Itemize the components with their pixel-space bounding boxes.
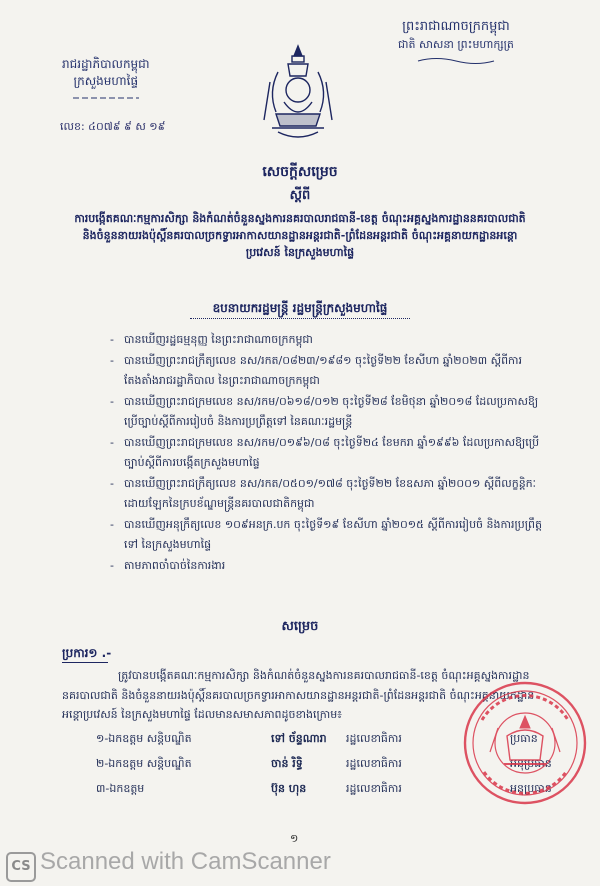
document-type: សេចក្តីសម្រេច — [262, 164, 338, 180]
list-item: - តាមភាពចាំបាច់នៃការងារ — [110, 556, 550, 577]
reference-value: ៤០៧៩ ៩ ស ១៩ — [88, 120, 166, 133]
camscanner-logo: CS — [6, 852, 36, 882]
authority-divider — [190, 318, 410, 319]
member-position: រដ្ឋលេខាធិការ — [346, 757, 402, 770]
national-motto: ជាតិ សាសនា ព្រះមហាក្សត្រ — [398, 38, 514, 51]
kingdom-title: ព្រះរាជាណាចក្រកម្ពុជា — [402, 19, 510, 34]
member-position: រដ្ឋលេខាធិការ — [346, 732, 402, 745]
member-rank: ២-ឯកឧត្តម សន្តិបណ្ឌិត — [96, 757, 192, 770]
document-about: ស្តីពី — [289, 188, 311, 203]
motto-ornament-icon — [416, 56, 496, 66]
member-rank: ១-ឯកឧត្តម សន្តិបណ្ឌិត — [96, 732, 192, 745]
article-underline — [62, 662, 108, 663]
reference-label: លេខ: — [60, 120, 85, 133]
legal-basis-list — [110, 330, 550, 576]
ministry-header — [62, 56, 150, 107]
reference-number — [60, 120, 165, 136]
list-item: - បានឃើញព្រះរាជក្រមលេខ នស/រកម/០១៩៦/០៨ ចុះថ្ងៃទី២៤ ខែមករា ឆ្នាំ១៩៩៦ ដែលប្រកាសឱ្យប្រើច្បាប់ស្តីពីការបង្កើតក្រសួងមហាផ្ទៃ — [110, 433, 550, 474]
government-name: រាជរដ្ឋាភិបាលកម្ពុជា — [62, 57, 150, 71]
kingdom-header — [398, 18, 514, 72]
ministry-name: ក្រសួងមហាផ្ទៃ — [73, 74, 139, 88]
issuing-authority: ឧបនាយករដ្ឋមន្ត្រី រដ្ឋមន្ត្រីក្រសួងមហាផ្ទៃ — [212, 301, 388, 315]
member-rank: ៣-ឯកឧត្តម — [96, 782, 145, 795]
decision-heading: សម្រេច — [281, 619, 319, 634]
member-role: ប្រធាន — [510, 732, 538, 745]
list-item: - បានឃើញអនុក្រឹត្យលេខ ១០៩អនក្រ.បក ចុះថ្ងៃទី១៩ ខែសីហា ឆ្នាំ២០១៥ ស្តីពីការរៀបចំ និងការប្រព្រឹត្តទៅ នៃក្រសួងមហាផ្ទៃ — [110, 515, 550, 556]
list-item: - បានឃើញព្រះរាជក្រឹត្យលេខ នស/រកត/០៥០១/១៧៨ ចុះថ្ងៃទី២២ ខែឧសភា ឆ្នាំ២០០១ ស្តីពីលក្ខន្តិកៈដោយឡែកនៃក្របខ័ណ្ឌមន្ត្រីនគរបាលជាតិកម្ពុជា — [110, 474, 550, 515]
royal-emblem-icon — [258, 42, 338, 150]
member-name: ទៅ ច័ន្ទណារា — [271, 732, 327, 745]
list-item: - បានឃើញរដ្ឋធម្មនុញ្ញ នៃព្រះរាជាណាចក្រកម្ពុជា — [110, 330, 550, 351]
official-stamp-icon — [462, 680, 588, 806]
article-body: ត្រូវបានបង្កើតគណៈកម្មការសិក្សា និងកំណត់ចំនួនស្នងការនគរបាលរាជធានី-ខេត្ត ចំណុះអគ្គស្នងការដ្ឋាននគរបាលជាតិ និងចំនួននាយរងប៉ុស្តិ៍នគរបាលច្រកទ្វារអាកាសយានដ្ឋានអន្តរជាតិ-ព្រំដែនអន្តរជាតិ ចំណុះអគ្គនាយកដ្ឋានអន្តោប្រវេសន៍ នៃក្រសួងមហាផ្ទៃ ដែលមានសមាសភាពដូចខាងក្រោម៖ — [62, 669, 535, 721]
list-item: - បានឃើញព្រះរាជក្រមលេខ នស/រកម/០៦១៨/០១២ ចុះថ្ងៃទី២៨ ខែមិថុនា ឆ្នាំ២០១៨ ដែលប្រកាសឱ្យប្រើច្បាប់ស្តីពីការរៀបចំ និងការប្រព្រឹត្តទៅ នៃគណៈរដ្ឋមន្ត្រី — [110, 392, 550, 433]
list-item: - បានឃើញព្រះរាជក្រឹត្យលេខ នស/រកត/០៨២៣/១៩៨១ ចុះថ្ងៃទី២២ ខែសីហា ឆ្នាំ២០២៣ ស្តីពីការតែងតាំងរាជរដ្ឋាភិបាល នៃព្រះរាជាណាចក្រកម្ពុជា — [110, 351, 550, 392]
scanner-watermark: Scanned with CamScanner — [40, 848, 331, 875]
member-role: អនុប្រធាន — [510, 757, 552, 770]
member-name: ចាន់ រិទ្ធិ — [271, 757, 303, 770]
page-number: ១ — [290, 832, 299, 845]
member-position: រដ្ឋលេខាធិការ — [346, 782, 402, 795]
member-role: អនុប្រធាន — [510, 782, 552, 795]
ministry-ornament-icon — [71, 94, 141, 102]
member-name: ប៊ុន ហុន — [271, 782, 307, 795]
article-label: ប្រការ១ .- — [62, 646, 112, 660]
document-title-block — [70, 162, 530, 261]
document-subject: ការបង្កើតគណៈកម្មការសិក្សា និងកំណត់ចំនួនស្នងការនគរបាលរាជធានី-ខេត្ត ចំណុះអគ្គស្នងការដ្ឋាននគរបាលជាតិ និងចំនួននាយរងប៉ុស្តិ៍នគរបាលច្រកទ្វារអាកាសយានដ្ឋានអន្តរជាតិ-ព្រំដែនអន្តរជាតិ ចំណុះអគ្គនាយកដ្ឋានអន្តោប្រវេសន៍ នៃក្រសួងមហាផ្ទៃ — [74, 212, 526, 259]
